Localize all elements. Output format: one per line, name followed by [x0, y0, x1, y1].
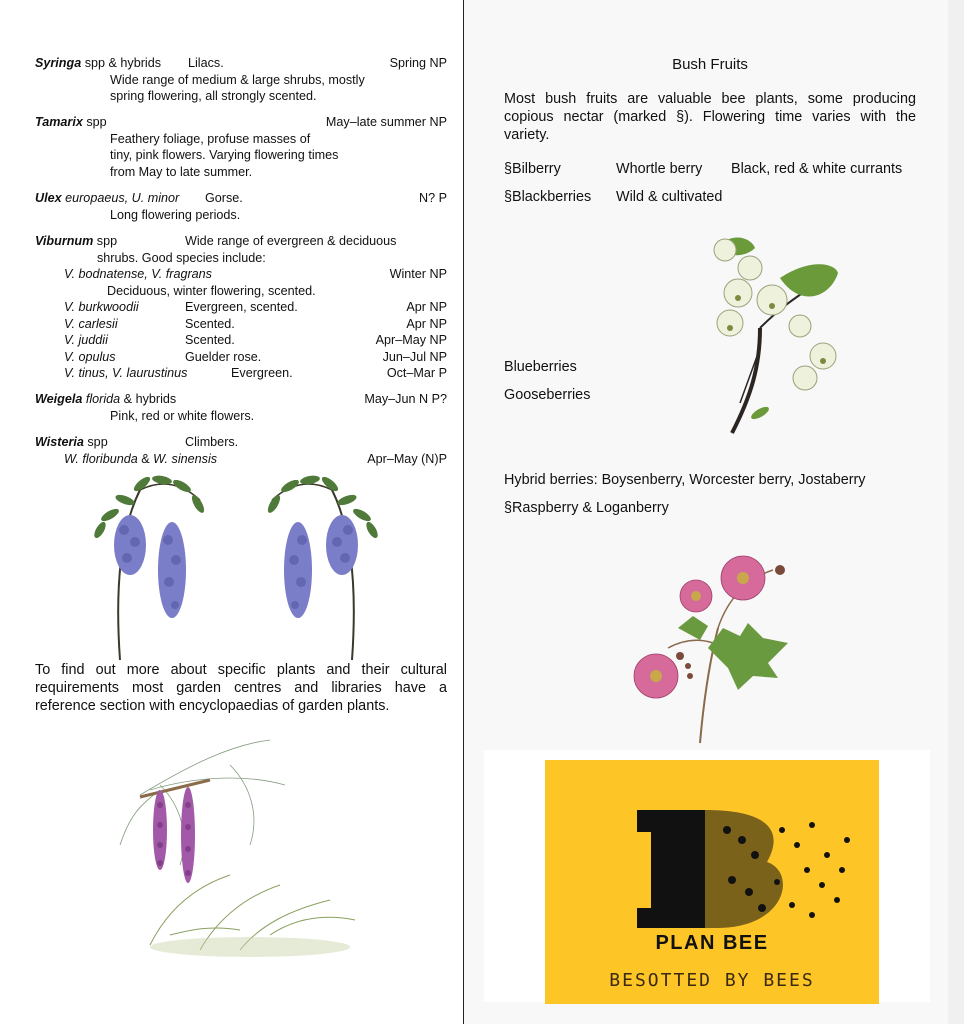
ulex-species: europaeus, U. minor — [61, 191, 180, 205]
viburnum-time: Apr–May NP — [375, 333, 447, 347]
entry-viburnum — [35, 233, 447, 382]
viburnum-row — [35, 365, 447, 382]
logo-panel — [545, 760, 879, 1004]
entry-tamarix — [35, 114, 447, 180]
viburnum-qualifier: spp — [93, 234, 118, 248]
tamarix-desc-1: Feathery foliage, profuse masses of — [110, 131, 311, 146]
page-edge — [948, 0, 964, 1024]
wisteria-illustration-left — [80, 470, 220, 660]
viburnum-species: V. juddii — [64, 333, 108, 347]
viburnum-note: Guelder rose. — [185, 349, 262, 364]
viburnum-note: Evergreen, scented. — [185, 300, 298, 314]
logo-tagline: BESOTTED BY BEES — [609, 970, 815, 991]
tamarix-time: May–late summer NP — [325, 115, 447, 129]
viburnum-note: Scented. — [185, 316, 235, 331]
viburnum-row — [35, 316, 447, 333]
syringa-desc-2: spring flowering, all strongly scented. — [110, 89, 317, 103]
letter-b-bee-swarm-icon — [637, 810, 857, 930]
wisteria-illustration-right — [262, 470, 392, 660]
bush-fruits-title: Bush Fruits — [672, 56, 748, 73]
blueberries-label: Blueberries — [504, 359, 577, 375]
viburnum-name: Viburnum — [35, 234, 94, 248]
bilberry-label: §Bilberry — [504, 161, 561, 177]
viburnum-line2: shrubs. Good species include: — [97, 250, 266, 265]
left-footer-paragraph: To find out more about specific plants and their cultural requirements most garden centres and libraries have a reference section with encyclopaedias of garden plants. — [35, 662, 447, 714]
entry-weigela — [35, 391, 447, 424]
weigela-time: May–Jun N P? — [364, 392, 447, 406]
syringa-qualifier: spp & hybrids — [81, 56, 162, 70]
weigela-desc-1: Pink, red or white flowers. — [110, 408, 255, 423]
entry-ulex — [35, 190, 447, 223]
viburnum-note: Evergreen. — [231, 366, 293, 380]
ulex-name: Ulex — [35, 191, 62, 205]
viburnum-time: Apr NP — [406, 316, 447, 331]
tamarix-desc-2: tiny, pink flowers. Varying flowering times — [110, 148, 339, 162]
whortle-berry-label: Whortle berry — [616, 161, 703, 177]
blackberries-label: §Blackberries — [504, 189, 592, 205]
viburnum-time: Apr NP — [406, 300, 447, 314]
wisteria-name: Wisteria — [35, 435, 84, 449]
weigela-qualifier-italic: florida — [82, 392, 121, 406]
viburnum-time-1: Winter NP — [389, 267, 447, 281]
wild-cultivated-label: Wild & cultivated — [616, 189, 723, 205]
gooseberries-label: Gooseberries — [504, 387, 591, 403]
viburnum-time: Jun–Jul NP — [382, 349, 447, 364]
wisteria-species-b: W. sinensis — [153, 451, 218, 466]
tamarix-desc-3: from May to late summer. — [110, 164, 253, 179]
wisteria-species-join: & — [137, 451, 154, 466]
syringa-name: Syringa — [35, 56, 82, 70]
wisteria-qualifier: spp — [83, 435, 108, 449]
ulex-common: Gorse. — [205, 191, 243, 205]
entry-wisteria — [35, 434, 447, 467]
viburnum-time: Oct–Mar P — [386, 366, 447, 380]
wisteria-species-a: W. floribunda — [64, 451, 138, 466]
syringa-time: Spring NP — [389, 56, 447, 70]
viburnum-desc: Wide range of evergreen & deciduous — [185, 234, 397, 248]
blueberry-flower-illustration — [700, 228, 850, 438]
plan-bee-logo — [484, 750, 930, 1002]
ulex-time: N? P — [419, 191, 447, 205]
entry-syringa — [35, 55, 447, 105]
wisteria-time: Apr–May (N)P — [367, 451, 447, 466]
viburnum-species: V. tinus, V. laurustinus — [64, 366, 188, 380]
viburnum-species: V. burkwoodii — [64, 300, 139, 314]
weigela-qualifier: & hybrids — [120, 392, 177, 406]
syringa-common: Lilacs. — [188, 56, 224, 70]
currants-label: Black, red & white currants — [731, 161, 903, 177]
viburnum-species-1: V. bodnatense, V. fragrans — [64, 267, 212, 281]
viburnum-note: Scented. — [185, 333, 235, 347]
viburnum-row — [35, 349, 447, 366]
bush-fruits-intro: Most bush fruits are valuable bee plants, some producing copious nectar (marked §). Flowering time varies with the variety. — [504, 91, 916, 143]
syringa-desc-1: Wide range of medium & large shrubs, mostly — [110, 72, 365, 87]
logo-name: PLAN BEE — [655, 932, 769, 954]
wisteria-common: Climbers. — [185, 435, 239, 449]
viburnum-species: V. carlesii — [64, 316, 118, 331]
viburnum-species: V. opulus — [64, 349, 116, 364]
hybrid-berries-line: Hybrid berries: Boysenberry, Worcester berry, Jostaberry — [504, 472, 866, 488]
weigela-name: Weigela — [35, 392, 83, 406]
tamarix-qualifier: spp — [82, 115, 107, 129]
ulex-desc-1: Long flowering periods. — [110, 207, 241, 222]
raspberry-loganberry-label: §Raspberry & Loganberry — [504, 500, 669, 516]
tamarix-illustration — [110, 735, 370, 965]
tamarix-name: Tamarix — [35, 115, 83, 129]
viburnum-desc-1: Deciduous, winter flowering, scented. — [107, 283, 316, 298]
viburnum-row — [35, 299, 447, 316]
viburnum-row — [35, 332, 447, 349]
raspberry-flower-illustration — [628, 548, 808, 743]
